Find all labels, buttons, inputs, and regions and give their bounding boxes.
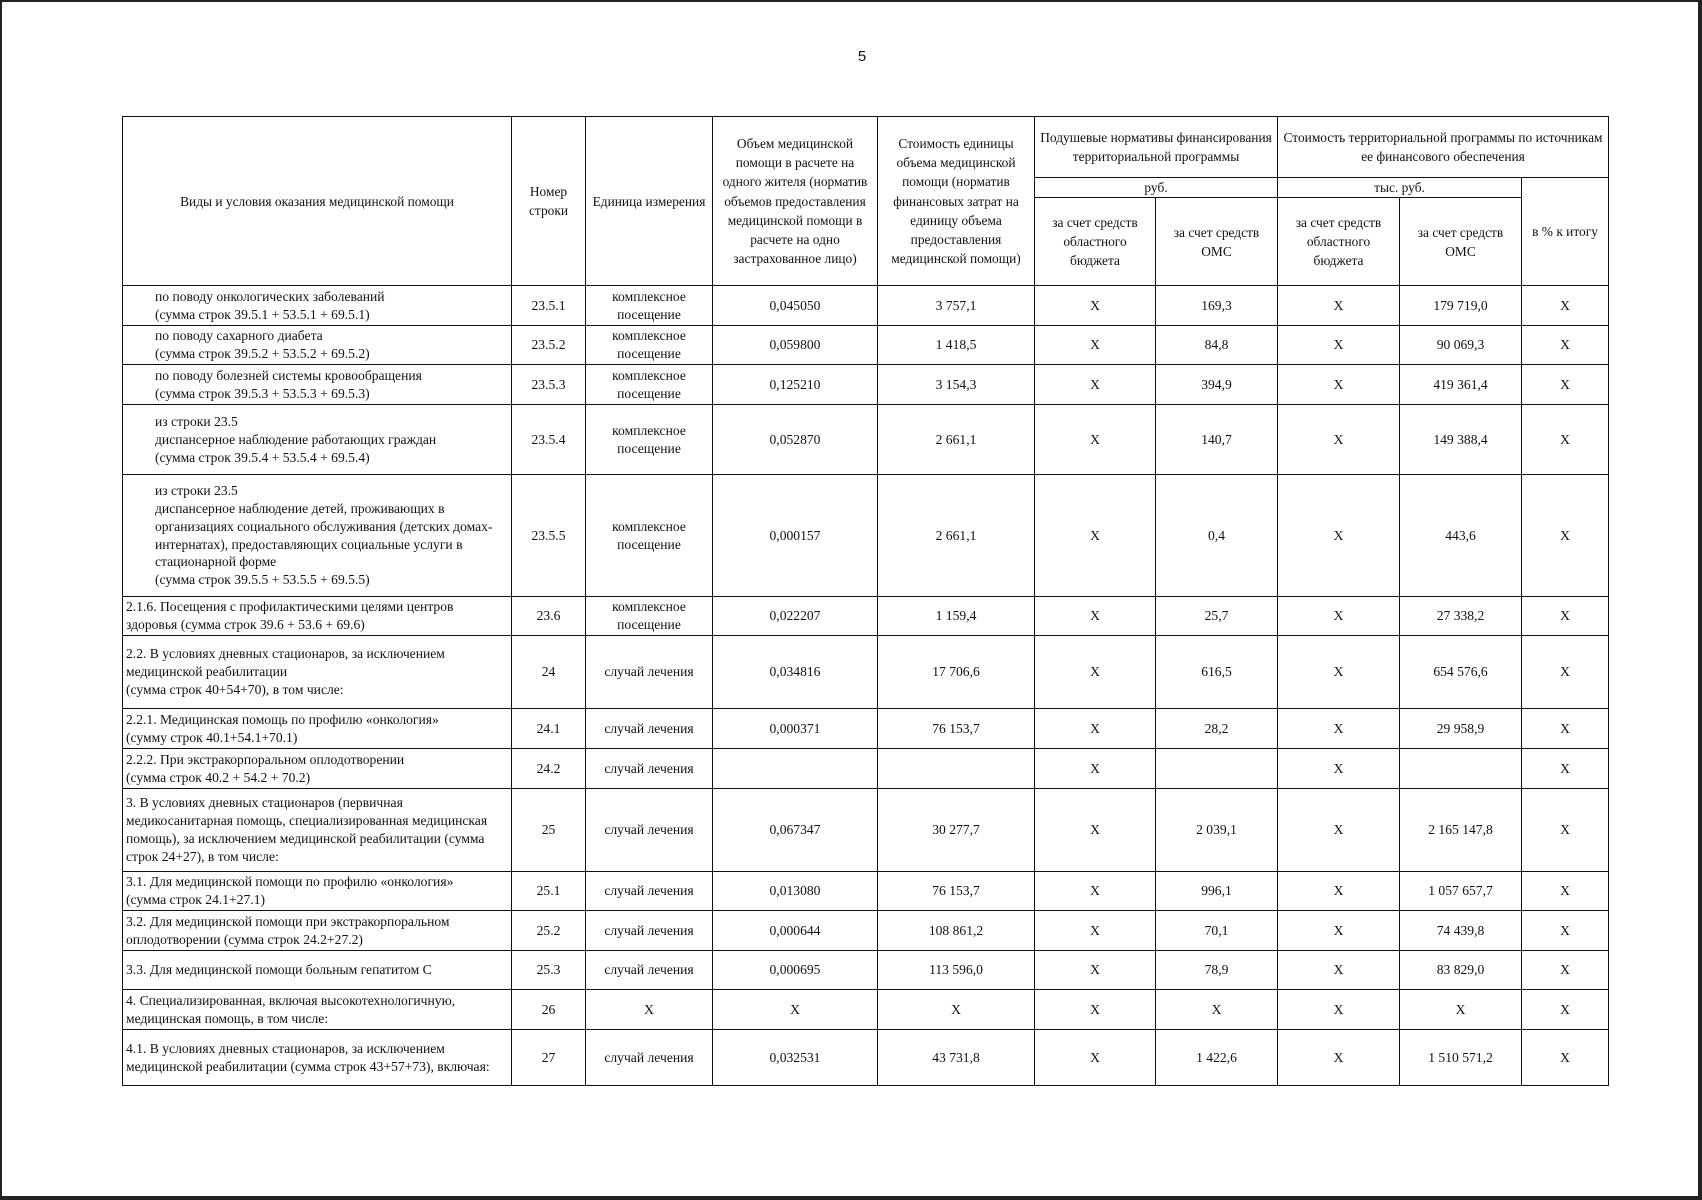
row-description: 2.2.1. Медицинская помощь по профилю «онкология» (сумму строк 40.1+54.1+70.1) bbox=[123, 709, 512, 749]
row-unit-cost: Х bbox=[878, 990, 1035, 1030]
row-cost-oms: 2 165 147,8 bbox=[1400, 789, 1522, 872]
table-row bbox=[123, 951, 1609, 990]
row-number: 23.5.3 bbox=[512, 365, 586, 405]
row-unit: комплексное посещение bbox=[586, 597, 713, 636]
row-per-capita-budget: Х bbox=[1035, 475, 1156, 597]
row-volume: 0,125210 bbox=[713, 365, 878, 405]
row-per-capita-oms: 0,4 bbox=[1156, 475, 1278, 597]
row-percent: Х bbox=[1522, 365, 1609, 405]
row-cost-oms bbox=[1400, 749, 1522, 789]
row-cost-budget: Х bbox=[1278, 1030, 1400, 1086]
header-per-capita-group: Подушевые нормативы финансирования территориальной программы bbox=[1035, 117, 1278, 178]
row-volume: 0,059800 bbox=[713, 326, 878, 365]
row-cost-budget: Х bbox=[1278, 597, 1400, 636]
row-per-capita-budget: Х bbox=[1035, 636, 1156, 709]
row-unit-cost bbox=[878, 749, 1035, 789]
row-description: по поводу онкологических заболеваний (сумма строк 39.5.1 + 53.5.1 + 69.5.1) bbox=[123, 286, 512, 326]
row-per-capita-budget: Х bbox=[1035, 872, 1156, 911]
row-number: 23.6 bbox=[512, 597, 586, 636]
row-unit: случай лечения bbox=[586, 789, 713, 872]
row-cost-oms: 27 338,2 bbox=[1400, 597, 1522, 636]
row-unit-cost: 1 159,4 bbox=[878, 597, 1035, 636]
table-row bbox=[123, 990, 1609, 1030]
row-volume: 0,034816 bbox=[713, 636, 878, 709]
row-per-capita-oms: 2 039,1 bbox=[1156, 789, 1278, 872]
row-number: 23.5.1 bbox=[512, 286, 586, 326]
row-cost-oms: 179 719,0 bbox=[1400, 286, 1522, 326]
page-number: 5 bbox=[857, 48, 867, 65]
row-unit: случай лечения bbox=[586, 749, 713, 789]
row-volume bbox=[713, 749, 878, 789]
row-per-capita-budget: Х bbox=[1035, 286, 1156, 326]
row-percent: Х bbox=[1522, 475, 1609, 597]
row-volume: 0,032531 bbox=[713, 1030, 878, 1086]
row-cost-oms: Х bbox=[1400, 990, 1522, 1030]
row-description: по поводу болезней системы кровообращения (сумма строк 39.5.3 + 53.5.3 + 69.5.3) bbox=[123, 365, 512, 405]
row-cost-budget: Х bbox=[1278, 911, 1400, 951]
row-unit-cost: 2 661,1 bbox=[878, 475, 1035, 597]
row-cost-budget: Х bbox=[1278, 990, 1400, 1030]
row-unit-cost: 76 153,7 bbox=[878, 872, 1035, 911]
header-program-cost-unit: тыс. руб. bbox=[1278, 178, 1522, 198]
row-description: из строки 23.5 диспансерное наблюдение работающих граждан (сумма строк 39.5.4 + 53.5.4 + 69.5.4) bbox=[123, 405, 512, 475]
row-description: по поводу сахарного диабета (сумма строк 39.5.2 + 53.5.2 + 69.5.2) bbox=[123, 326, 512, 365]
row-volume: 0,000157 bbox=[713, 475, 878, 597]
row-percent: Х bbox=[1522, 597, 1609, 636]
page-border-right bbox=[1698, 0, 1702, 1200]
row-unit-cost: 3 154,3 bbox=[878, 365, 1035, 405]
header-per-capita-budget: за счет средств областного бюджета bbox=[1035, 198, 1156, 286]
row-volume: 0,000644 bbox=[713, 911, 878, 951]
table-row bbox=[123, 405, 1609, 475]
row-number: 25.3 bbox=[512, 951, 586, 990]
row-cost-budget: Х bbox=[1278, 789, 1400, 872]
row-unit-cost: 3 757,1 bbox=[878, 286, 1035, 326]
page-border-top bbox=[0, 0, 1702, 2]
table-row bbox=[123, 872, 1609, 911]
row-cost-oms: 654 576,6 bbox=[1400, 636, 1522, 709]
row-cost-oms: 83 829,0 bbox=[1400, 951, 1522, 990]
row-per-capita-budget: Х bbox=[1035, 365, 1156, 405]
header-cost-oms: за счет средств ОМС bbox=[1400, 198, 1522, 286]
row-description: 3. В условиях дневных стационаров (первичная медикосанитарная помощь, специализированная медицинская помощь), за исключением медицинской реабилитации (сумма строк 24+27), в том числе: bbox=[123, 789, 512, 872]
row-unit-cost: 2 661,1 bbox=[878, 405, 1035, 475]
row-cost-budget: Х bbox=[1278, 872, 1400, 911]
table-row bbox=[123, 636, 1609, 709]
row-cost-oms: 1 057 657,7 bbox=[1400, 872, 1522, 911]
table-row bbox=[123, 789, 1609, 872]
row-unit-cost: 76 153,7 bbox=[878, 709, 1035, 749]
row-description: 2.2.2. При экстракорпоральном оплодотворении (сумма строк 40.2 + 54.2 + 70.2) bbox=[123, 749, 512, 789]
row-per-capita-budget: Х bbox=[1035, 749, 1156, 789]
row-percent: Х bbox=[1522, 1030, 1609, 1086]
row-unit: комплексное посещение bbox=[586, 405, 713, 475]
row-description: 3.3. Для медицинской помощи больным гепатитом С bbox=[123, 951, 512, 990]
row-number: 23.5.2 bbox=[512, 326, 586, 365]
row-per-capita-budget: Х bbox=[1035, 951, 1156, 990]
row-description: 4.1. В условиях дневных стационаров, за исключением медицинской реабилитации (сумма строк 43+57+73), включая: bbox=[123, 1030, 512, 1086]
row-cost-budget: Х bbox=[1278, 749, 1400, 789]
row-volume: 0,000371 bbox=[713, 709, 878, 749]
row-number: 23.5.4 bbox=[512, 405, 586, 475]
row-cost-oms: 419 361,4 bbox=[1400, 365, 1522, 405]
row-number: 24 bbox=[512, 636, 586, 709]
row-unit: случай лечения bbox=[586, 636, 713, 709]
row-percent: Х bbox=[1522, 286, 1609, 326]
row-per-capita-oms: 996,1 bbox=[1156, 872, 1278, 911]
row-per-capita-budget: Х bbox=[1035, 326, 1156, 365]
row-per-capita-oms: 84,8 bbox=[1156, 326, 1278, 365]
row-per-capita-oms bbox=[1156, 749, 1278, 789]
row-number: 24.1 bbox=[512, 709, 586, 749]
row-percent: Х bbox=[1522, 990, 1609, 1030]
table-body bbox=[123, 286, 1609, 1086]
table-row bbox=[123, 911, 1609, 951]
row-cost-budget: Х bbox=[1278, 405, 1400, 475]
header-program-cost-group: Стоимость территориальной программы по источникам ее финансового обеспечения bbox=[1278, 117, 1609, 178]
row-unit-cost: 108 861,2 bbox=[878, 911, 1035, 951]
page-border-bottom bbox=[0, 1196, 1702, 1200]
row-per-capita-oms: 616,5 bbox=[1156, 636, 1278, 709]
row-description: 3.1. Для медицинской помощи по профилю «онкология» (сумма строк 24.1+27.1) bbox=[123, 872, 512, 911]
row-cost-budget: Х bbox=[1278, 951, 1400, 990]
row-number: 25.1 bbox=[512, 872, 586, 911]
row-unit: случай лечения bbox=[586, 1030, 713, 1086]
row-number: 23.5.5 bbox=[512, 475, 586, 597]
row-per-capita-budget: Х bbox=[1035, 990, 1156, 1030]
financing-table bbox=[122, 116, 1609, 1086]
row-per-capita-oms: 25,7 bbox=[1156, 597, 1278, 636]
row-percent: Х bbox=[1522, 636, 1609, 709]
row-volume: 0,022207 bbox=[713, 597, 878, 636]
row-volume: 0,013080 bbox=[713, 872, 878, 911]
row-percent: Х bbox=[1522, 326, 1609, 365]
row-cost-budget: Х bbox=[1278, 326, 1400, 365]
row-unit-cost: 113 596,0 bbox=[878, 951, 1035, 990]
row-unit-cost: 17 706,6 bbox=[878, 636, 1035, 709]
row-per-capita-oms: 1 422,6 bbox=[1156, 1030, 1278, 1086]
row-unit: Х bbox=[586, 990, 713, 1030]
table-row bbox=[123, 1030, 1609, 1086]
row-number: 27 bbox=[512, 1030, 586, 1086]
row-per-capita-oms: 169,3 bbox=[1156, 286, 1278, 326]
header-unit-cost: Стоимость единицы объема медицинской помощи (норматив финансовых затрат на единицу объема предоставления медицинской помощи) bbox=[878, 117, 1035, 286]
table-row bbox=[123, 286, 1609, 326]
row-per-capita-budget: Х bbox=[1035, 709, 1156, 749]
row-number: 26 bbox=[512, 990, 586, 1030]
row-number: 25.2 bbox=[512, 911, 586, 951]
row-cost-budget: Х bbox=[1278, 286, 1400, 326]
row-cost-budget: Х bbox=[1278, 636, 1400, 709]
row-description: 4. Специализированная, включая высокотехнологичную, медицинская помощь, в том числе: bbox=[123, 990, 512, 1030]
header-unit: Единица измерения bbox=[586, 117, 713, 286]
row-number: 24.2 bbox=[512, 749, 586, 789]
page-border-left bbox=[0, 0, 2, 1200]
table-row bbox=[123, 326, 1609, 365]
row-percent: Х bbox=[1522, 789, 1609, 872]
row-description: 2.2. В условиях дневных стационаров, за исключением медицинской реабилитации (сумма строк 40+54+70), в том числе: bbox=[123, 636, 512, 709]
row-cost-oms: 74 439,8 bbox=[1400, 911, 1522, 951]
row-percent: Х bbox=[1522, 749, 1609, 789]
row-unit: случай лечения bbox=[586, 872, 713, 911]
row-description: 3.2. Для медицинской помощи при экстракорпоральном оплодотворении (сумма строк 24.2+27.2) bbox=[123, 911, 512, 951]
row-cost-oms: 149 388,4 bbox=[1400, 405, 1522, 475]
header-percent-of-total: в % к итогу bbox=[1522, 178, 1609, 286]
row-volume: 0,052870 bbox=[713, 405, 878, 475]
row-per-capita-budget: Х bbox=[1035, 789, 1156, 872]
table-row bbox=[123, 365, 1609, 405]
row-unit: случай лечения bbox=[586, 911, 713, 951]
table-row bbox=[123, 475, 1609, 597]
row-cost-oms: 29 958,9 bbox=[1400, 709, 1522, 749]
header-per-capita-oms: за счет средств ОМС bbox=[1156, 198, 1278, 286]
row-description: 2.1.6. Посещения с профилактическими целями центров здоровья (сумма строк 39.6 + 53.6 + 69.6) bbox=[123, 597, 512, 636]
row-unit-cost: 30 277,7 bbox=[878, 789, 1035, 872]
row-per-capita-budget: Х bbox=[1035, 1030, 1156, 1086]
row-number: 25 bbox=[512, 789, 586, 872]
row-per-capita-oms: Х bbox=[1156, 990, 1278, 1030]
row-per-capita-oms: 28,2 bbox=[1156, 709, 1278, 749]
row-cost-oms: 90 069,3 bbox=[1400, 326, 1522, 365]
row-percent: Х bbox=[1522, 405, 1609, 475]
row-cost-oms: 1 510 571,2 bbox=[1400, 1030, 1522, 1086]
row-unit-cost: 43 731,8 bbox=[878, 1030, 1035, 1086]
row-per-capita-budget: Х bbox=[1035, 597, 1156, 636]
header-per-capita-unit: руб. bbox=[1035, 178, 1278, 198]
row-percent: Х bbox=[1522, 872, 1609, 911]
row-unit-cost: 1 418,5 bbox=[878, 326, 1035, 365]
row-volume: Х bbox=[713, 990, 878, 1030]
row-per-capita-oms: 78,9 bbox=[1156, 951, 1278, 990]
row-unit: комплексное посещение bbox=[586, 475, 713, 597]
row-per-capita-oms: 70,1 bbox=[1156, 911, 1278, 951]
row-unit: комплексное посещение bbox=[586, 365, 713, 405]
header-types-of-care: Виды и условия оказания медицинской помощи bbox=[123, 117, 512, 286]
row-percent: Х bbox=[1522, 951, 1609, 990]
row-cost-budget: Х bbox=[1278, 709, 1400, 749]
row-unit: комплексное посещение bbox=[586, 286, 713, 326]
row-cost-budget: Х bbox=[1278, 365, 1400, 405]
row-cost-budget: Х bbox=[1278, 475, 1400, 597]
row-volume: 0,045050 bbox=[713, 286, 878, 326]
row-percent: Х bbox=[1522, 709, 1609, 749]
table-row bbox=[123, 749, 1609, 789]
table-row bbox=[123, 709, 1609, 749]
row-unit: случай лечения bbox=[586, 951, 713, 990]
table-header bbox=[123, 117, 1609, 286]
row-per-capita-budget: Х bbox=[1035, 405, 1156, 475]
row-cost-oms: 443,6 bbox=[1400, 475, 1522, 597]
header-row-number: Номер строки bbox=[512, 117, 586, 286]
row-per-capita-budget: Х bbox=[1035, 911, 1156, 951]
header-cost-budget: за счет средств областного бюджета bbox=[1278, 198, 1400, 286]
row-unit: случай лечения bbox=[586, 709, 713, 749]
table-row bbox=[123, 597, 1609, 636]
header-volume: Объем медицинской помощи в расчете на одного жителя (норматив объемов предоставления медицинской помощи в расчете на одно застрахованное лицо) bbox=[713, 117, 878, 286]
row-percent: Х bbox=[1522, 911, 1609, 951]
row-description: из строки 23.5 диспансерное наблюдение детей, проживающих в организациях социального обслуживания (детских домах-интернатах), предоставляющих социальные услуги в стационарной форме (сумма строк 39.5.5 + 53.5.5 + 69.5.5) bbox=[123, 475, 512, 597]
row-per-capita-oms: 394,9 bbox=[1156, 365, 1278, 405]
row-volume: 0,067347 bbox=[713, 789, 878, 872]
row-unit: комплексное посещение bbox=[586, 326, 713, 365]
row-volume: 0,000695 bbox=[713, 951, 878, 990]
row-per-capita-oms: 140,7 bbox=[1156, 405, 1278, 475]
